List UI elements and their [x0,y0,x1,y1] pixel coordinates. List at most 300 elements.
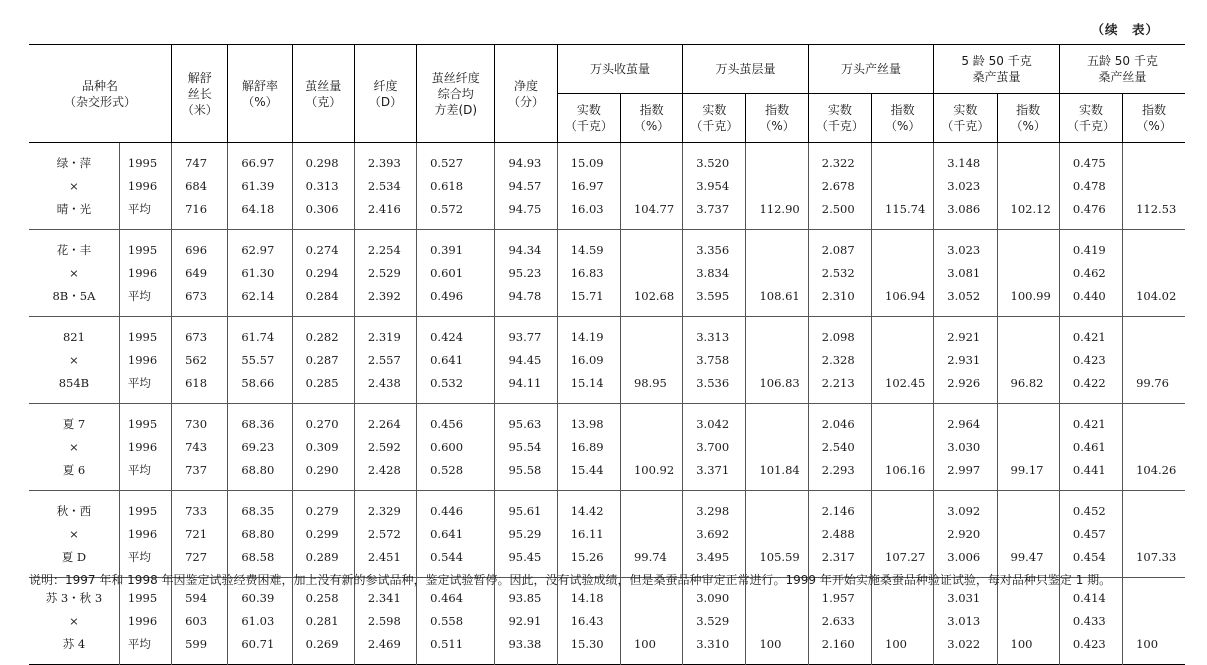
year-cell: 平均 [119,459,171,482]
value-cell: 0.309 [292,436,354,459]
value-cell [620,262,682,285]
header-actual: 实数 （千克） [683,94,746,143]
value-cell: 94.11 [495,372,557,395]
year-cell: 1996 [119,436,171,459]
year-cell: 平均 [119,546,171,569]
value-cell: 94.93 [495,152,557,175]
value-cell: 16.89 [557,436,620,459]
value-cell: 13.98 [557,413,620,436]
value-cell [872,500,934,523]
value-cell: 673 [172,326,228,349]
value-cell: 0.454 [1059,546,1122,569]
value-cell: 95.58 [495,459,557,482]
value-cell: 3.495 [683,546,746,569]
value-cell: 3.031 [934,587,997,610]
header-actual: 实数 （千克） [557,94,620,143]
value-cell [997,523,1059,546]
value-cell: 3.092 [934,500,997,523]
value-cell: 733 [172,500,228,523]
value-cell: 0.511 [417,633,495,656]
value-cell [1123,610,1185,633]
value-cell: 0.641 [417,523,495,546]
value-cell: 95.63 [495,413,557,436]
table-row [29,349,1185,372]
value-cell [746,436,808,459]
value-cell: 0.528 [417,459,495,482]
value-cell: 0.290 [292,459,354,482]
value-cell: 3.737 [683,198,746,221]
table-row [29,285,1185,308]
value-cell: 2.997 [934,459,997,482]
variety-name: 花・丰 [29,239,119,262]
value-cell: 0.558 [417,610,495,633]
value-cell: 2.392 [354,285,416,308]
value-cell [746,500,808,523]
group-separator [29,395,1185,404]
value-cell: 104.02 [1136,289,1177,303]
value-cell: 0.284 [292,285,354,308]
variety-name: 854B [29,372,119,395]
group-spacer [29,317,1185,327]
value-cell: 100 [746,633,808,656]
value-cell [620,523,682,546]
value-cell: 2.046 [808,413,871,436]
value-cell: 2.678 [808,175,871,198]
value-cell: 68.58 [228,546,292,569]
value-cell: 721 [172,523,228,546]
value-cell: 14.19 [557,326,620,349]
value-cell: 0.424 [417,326,495,349]
value-cell: 3.022 [934,633,997,656]
value-cell: 2.416 [354,198,416,221]
year-cell: 1995 [119,500,171,523]
year-cell: 1995 [119,326,171,349]
value-cell: 0.433 [1059,610,1122,633]
value-cell [1123,436,1185,459]
year-cell: 1996 [119,610,171,633]
value-cell: 3.692 [683,523,746,546]
value-cell: 2.572 [354,523,416,546]
value-cell [1123,500,1185,523]
value-cell: 99.76 [1136,376,1170,390]
value-cell: 684 [172,175,228,198]
variety-name: 821 [29,326,119,349]
value-cell: 2.293 [808,459,871,482]
value-cell: 727 [172,546,228,569]
value-cell: 0.457 [1059,523,1122,546]
value-cell: 68.80 [228,523,292,546]
value-cell: 0.476 [1059,198,1122,221]
value-cell: 94.34 [495,239,557,262]
value-cell: 2.146 [808,500,871,523]
value-cell: 112.90 [746,198,808,221]
value-cell: 0.423 [1059,633,1122,656]
value-cell: 68.36 [228,413,292,436]
value-cell: 0.601 [417,262,495,285]
value-cell: 95.29 [495,523,557,546]
value-cell: 2.317 [808,546,871,569]
value-cell: 61.74 [228,326,292,349]
header-index: 指数 （%） [1123,94,1185,143]
value-cell: 96.82 [997,372,1059,395]
value-cell: 100 [620,633,682,656]
value-cell [746,413,808,436]
value-cell: 3.700 [683,436,746,459]
value-cell [997,436,1059,459]
value-cell: 16.97 [557,175,620,198]
value-cell: 3.313 [683,326,746,349]
value-cell: 55.57 [228,349,292,372]
value-cell [872,610,934,633]
value-cell [997,610,1059,633]
year-cell: 1995 [119,413,171,436]
value-cell [1123,413,1185,436]
header-group-silk-per-mulberry: 五龄 50 千克 桑产丝量 [1059,45,1185,94]
header-index: 指数 （%） [746,94,808,143]
value-cell: 2.598 [354,610,416,633]
value-cell: 16.83 [557,262,620,285]
header-reel-rate: 解舒率 （%） [228,45,292,143]
variety-name: 苏 3・秋 3 [29,587,119,610]
value-cell: 2.469 [354,633,416,656]
value-cell: 562 [172,349,228,372]
value-cell: 747 [172,152,228,175]
value-cell: 15.71 [557,285,620,308]
variety-name: × [29,262,119,285]
value-cell [620,587,682,610]
value-cell: 2.534 [354,175,416,198]
table-row [29,152,1185,175]
value-cell: 0.600 [417,436,495,459]
value-cell: 105.59 [746,546,808,569]
header-variety: 品种名 （杂交形式） [29,45,172,143]
header-group-silk-yield: 万头产丝量 [808,45,934,94]
year-cell: 平均 [119,633,171,656]
value-cell: 0.258 [292,587,354,610]
value-cell: 2.592 [354,436,416,459]
table-row [29,523,1185,546]
value-cell: 101.84 [746,459,808,482]
group-separator [29,482,1185,491]
value-cell: 0.478 [1059,175,1122,198]
year-cell: 1996 [119,523,171,546]
group-separator [29,308,1185,317]
variety-name: × [29,349,119,372]
group-spacer [29,404,1185,414]
value-cell: 0.464 [417,587,495,610]
table-row [29,459,1185,482]
value-cell: 2.328 [808,349,871,372]
value-cell: 0.618 [417,175,495,198]
table-row [29,500,1185,523]
year-cell: 1996 [119,349,171,372]
value-cell: 3.356 [683,239,746,262]
value-cell: 16.03 [557,198,620,221]
value-cell: 0.391 [417,239,495,262]
table-row [29,436,1185,459]
variety-name: 晴・光 [29,198,119,221]
variety-name: 夏 6 [29,459,119,482]
value-cell: 93.77 [495,326,557,349]
value-cell: 3.030 [934,436,997,459]
value-cell: 3.042 [683,413,746,436]
value-cell: 15.30 [557,633,620,656]
value-cell: 95.54 [495,436,557,459]
value-cell [872,326,934,349]
year-cell: 平均 [119,372,171,395]
value-cell [872,349,934,372]
table-row [29,546,1185,569]
value-cell [620,500,682,523]
value-cell: 0.423 [1059,349,1122,372]
value-cell: 2.098 [808,326,871,349]
value-cell: 3.520 [683,152,746,175]
value-cell: 0.440 [1059,285,1122,308]
value-cell [872,152,934,175]
value-cell: 14.59 [557,239,620,262]
value-cell: 115.74 [872,198,934,221]
value-cell [620,413,682,436]
value-cell [1123,262,1185,285]
year-cell: 平均 [119,198,171,221]
header-size-variance: 茧丝纤度 综合均 方差(D) [417,45,495,143]
value-cell: 0.456 [417,413,495,436]
value-cell: 60.39 [228,587,292,610]
value-cell: 730 [172,413,228,436]
value-cell: 62.14 [228,285,292,308]
value-cell: 618 [172,372,228,395]
value-cell: 0.452 [1059,500,1122,523]
value-cell [1123,523,1185,546]
value-cell: 92.91 [495,610,557,633]
table-row [29,372,1185,395]
value-cell: 61.03 [228,610,292,633]
value-cell: 3.086 [934,198,997,221]
value-cell: 0.475 [1059,152,1122,175]
value-cell: 0.274 [292,239,354,262]
variety-name: 苏 4 [29,633,119,656]
value-cell: 3.834 [683,262,746,285]
value-cell: 0.299 [292,523,354,546]
value-cell: 2.254 [354,239,416,262]
value-cell: 0.532 [417,372,495,395]
value-cell: 3.081 [934,262,997,285]
header-group-cocoon-per-mulberry: 5 龄 50 千克 桑产茧量 [934,45,1060,94]
value-cell: 102.68 [620,285,682,308]
value-cell: 3.371 [683,459,746,482]
value-cell: 0.270 [292,413,354,436]
value-cell [746,610,808,633]
value-cell [620,326,682,349]
group-spacer [29,143,1185,153]
value-cell: 2.931 [934,349,997,372]
value-cell: 0.527 [417,152,495,175]
value-cell: 2.633 [808,610,871,633]
value-cell: 102.45 [872,372,934,395]
value-cell: 98.95 [620,372,682,395]
value-cell: 0.289 [292,546,354,569]
table-row [29,198,1185,221]
value-cell: 2.319 [354,326,416,349]
header-index: 指数 （%） [872,94,934,143]
variety-name: × [29,610,119,633]
value-cell: 100.99 [997,285,1059,308]
value-cell: 100.92 [620,459,682,482]
value-cell: 0.281 [292,610,354,633]
value-cell: 94.45 [495,349,557,372]
value-cell: 2.087 [808,239,871,262]
value-cell: 0.496 [417,285,495,308]
value-cell: 2.160 [808,633,871,656]
value-cell [746,326,808,349]
year-cell: 1995 [119,587,171,610]
header-index: 指数 （%） [620,94,682,143]
value-cell [997,152,1059,175]
value-cell: 649 [172,262,228,285]
header-neatness: 净度 （分） [495,45,557,143]
value-cell: 104.77 [620,198,682,221]
value-cell: 94.75 [495,198,557,221]
value-cell: 15.14 [557,372,620,395]
value-cell: 16.09 [557,349,620,372]
variety-name: 8B・5A [29,285,119,308]
value-cell [746,175,808,198]
value-cell [620,239,682,262]
value-cell: 0.446 [417,500,495,523]
value-cell [997,262,1059,285]
value-cell: 68.80 [228,459,292,482]
value-cell: 2.488 [808,523,871,546]
value-cell: 0.544 [417,546,495,569]
value-cell [872,413,934,436]
value-cell: 673 [172,285,228,308]
variety-name: 秋・西 [29,500,119,523]
value-cell: 3.758 [683,349,746,372]
value-cell: 594 [172,587,228,610]
value-cell: 99.17 [997,459,1059,482]
value-cell: 14.18 [557,587,620,610]
year-cell: 1995 [119,239,171,262]
value-cell: 3.954 [683,175,746,198]
value-cell [997,326,1059,349]
value-cell [746,587,808,610]
table-row [29,262,1185,285]
value-cell: 3.595 [683,285,746,308]
value-cell: 0.282 [292,326,354,349]
value-cell: 104.26 [1136,463,1177,477]
group-spacer [29,230,1185,240]
value-cell: 15.26 [557,546,620,569]
value-cell: 3.006 [934,546,997,569]
value-cell [872,239,934,262]
value-cell: 2.393 [354,152,416,175]
value-cell: 61.30 [228,262,292,285]
value-cell [620,152,682,175]
value-cell: 0.414 [1059,587,1122,610]
value-cell: 2.532 [808,262,871,285]
value-cell: 0.461 [1059,436,1122,459]
value-cell: 2.428 [354,459,416,482]
value-cell [872,262,934,285]
group-separator [29,656,1185,665]
value-cell: 100 [1136,637,1159,651]
value-cell: 2.920 [934,523,997,546]
value-cell: 2.926 [934,372,997,395]
value-cell: 3.023 [934,175,997,198]
variety-name: × [29,175,119,198]
value-cell [997,500,1059,523]
value-cell: 15.09 [557,152,620,175]
value-cell: 14.42 [557,500,620,523]
value-cell: 60.71 [228,633,292,656]
variety-name: 绿・萍 [29,152,119,175]
value-cell: 737 [172,459,228,482]
value-cell: 0.421 [1059,326,1122,349]
value-cell: 2.529 [354,262,416,285]
value-cell [997,175,1059,198]
year-cell: 平均 [119,285,171,308]
value-cell: 95.61 [495,500,557,523]
table-row [29,326,1185,349]
value-cell: 2.264 [354,413,416,436]
footnote: 说明：1997 年和 1998 年因鉴定试验经费困难，加上没有新的参试品种，鉴定试验暂停。因此，没有试验成绩，但是桑蚕品种审定正常进行。1999 年开始实施桑蚕品种验证试验，每对品种只鉴定 1 期。 [29,573,1112,587]
table-row [29,413,1185,436]
group-spacer [29,491,1185,501]
value-cell: 99.47 [997,546,1059,569]
variety-name: 夏 7 [29,413,119,436]
table-row [29,610,1185,633]
value-cell: 3.090 [683,587,746,610]
table-row [29,175,1185,198]
value-cell [1123,152,1185,175]
value-cell: 66.97 [228,152,292,175]
variety-name: × [29,436,119,459]
group-separator [29,221,1185,230]
value-cell: 2.322 [808,152,871,175]
table-row [29,633,1185,656]
value-cell: 15.44 [557,459,620,482]
year-cell: 1996 [119,175,171,198]
variety-name: 夏 D [29,546,119,569]
value-cell: 106.16 [872,459,934,482]
value-cell [872,175,934,198]
header-group-shell-yield: 万头茧层量 [683,45,809,94]
value-cell [872,587,934,610]
year-cell: 1996 [119,262,171,285]
value-cell [1123,175,1185,198]
value-cell: 2.438 [354,372,416,395]
value-cell: 2.213 [808,372,871,395]
value-cell [1123,326,1185,349]
value-cell [620,610,682,633]
value-cell: 696 [172,239,228,262]
value-cell: 100 [872,633,934,656]
value-cell: 106.83 [746,372,808,395]
value-cell: 2.310 [808,285,871,308]
header-actual: 实数 （千克） [808,94,871,143]
value-cell: 743 [172,436,228,459]
value-cell [872,436,934,459]
value-cell: 102.12 [997,198,1059,221]
value-cell: 0.462 [1059,262,1122,285]
value-cell: 3.148 [934,152,997,175]
value-cell: 108.61 [746,285,808,308]
value-cell: 0.269 [292,633,354,656]
value-cell: 0.572 [417,198,495,221]
value-cell [997,413,1059,436]
value-cell: 2.964 [934,413,997,436]
value-cell: 2.557 [354,349,416,372]
